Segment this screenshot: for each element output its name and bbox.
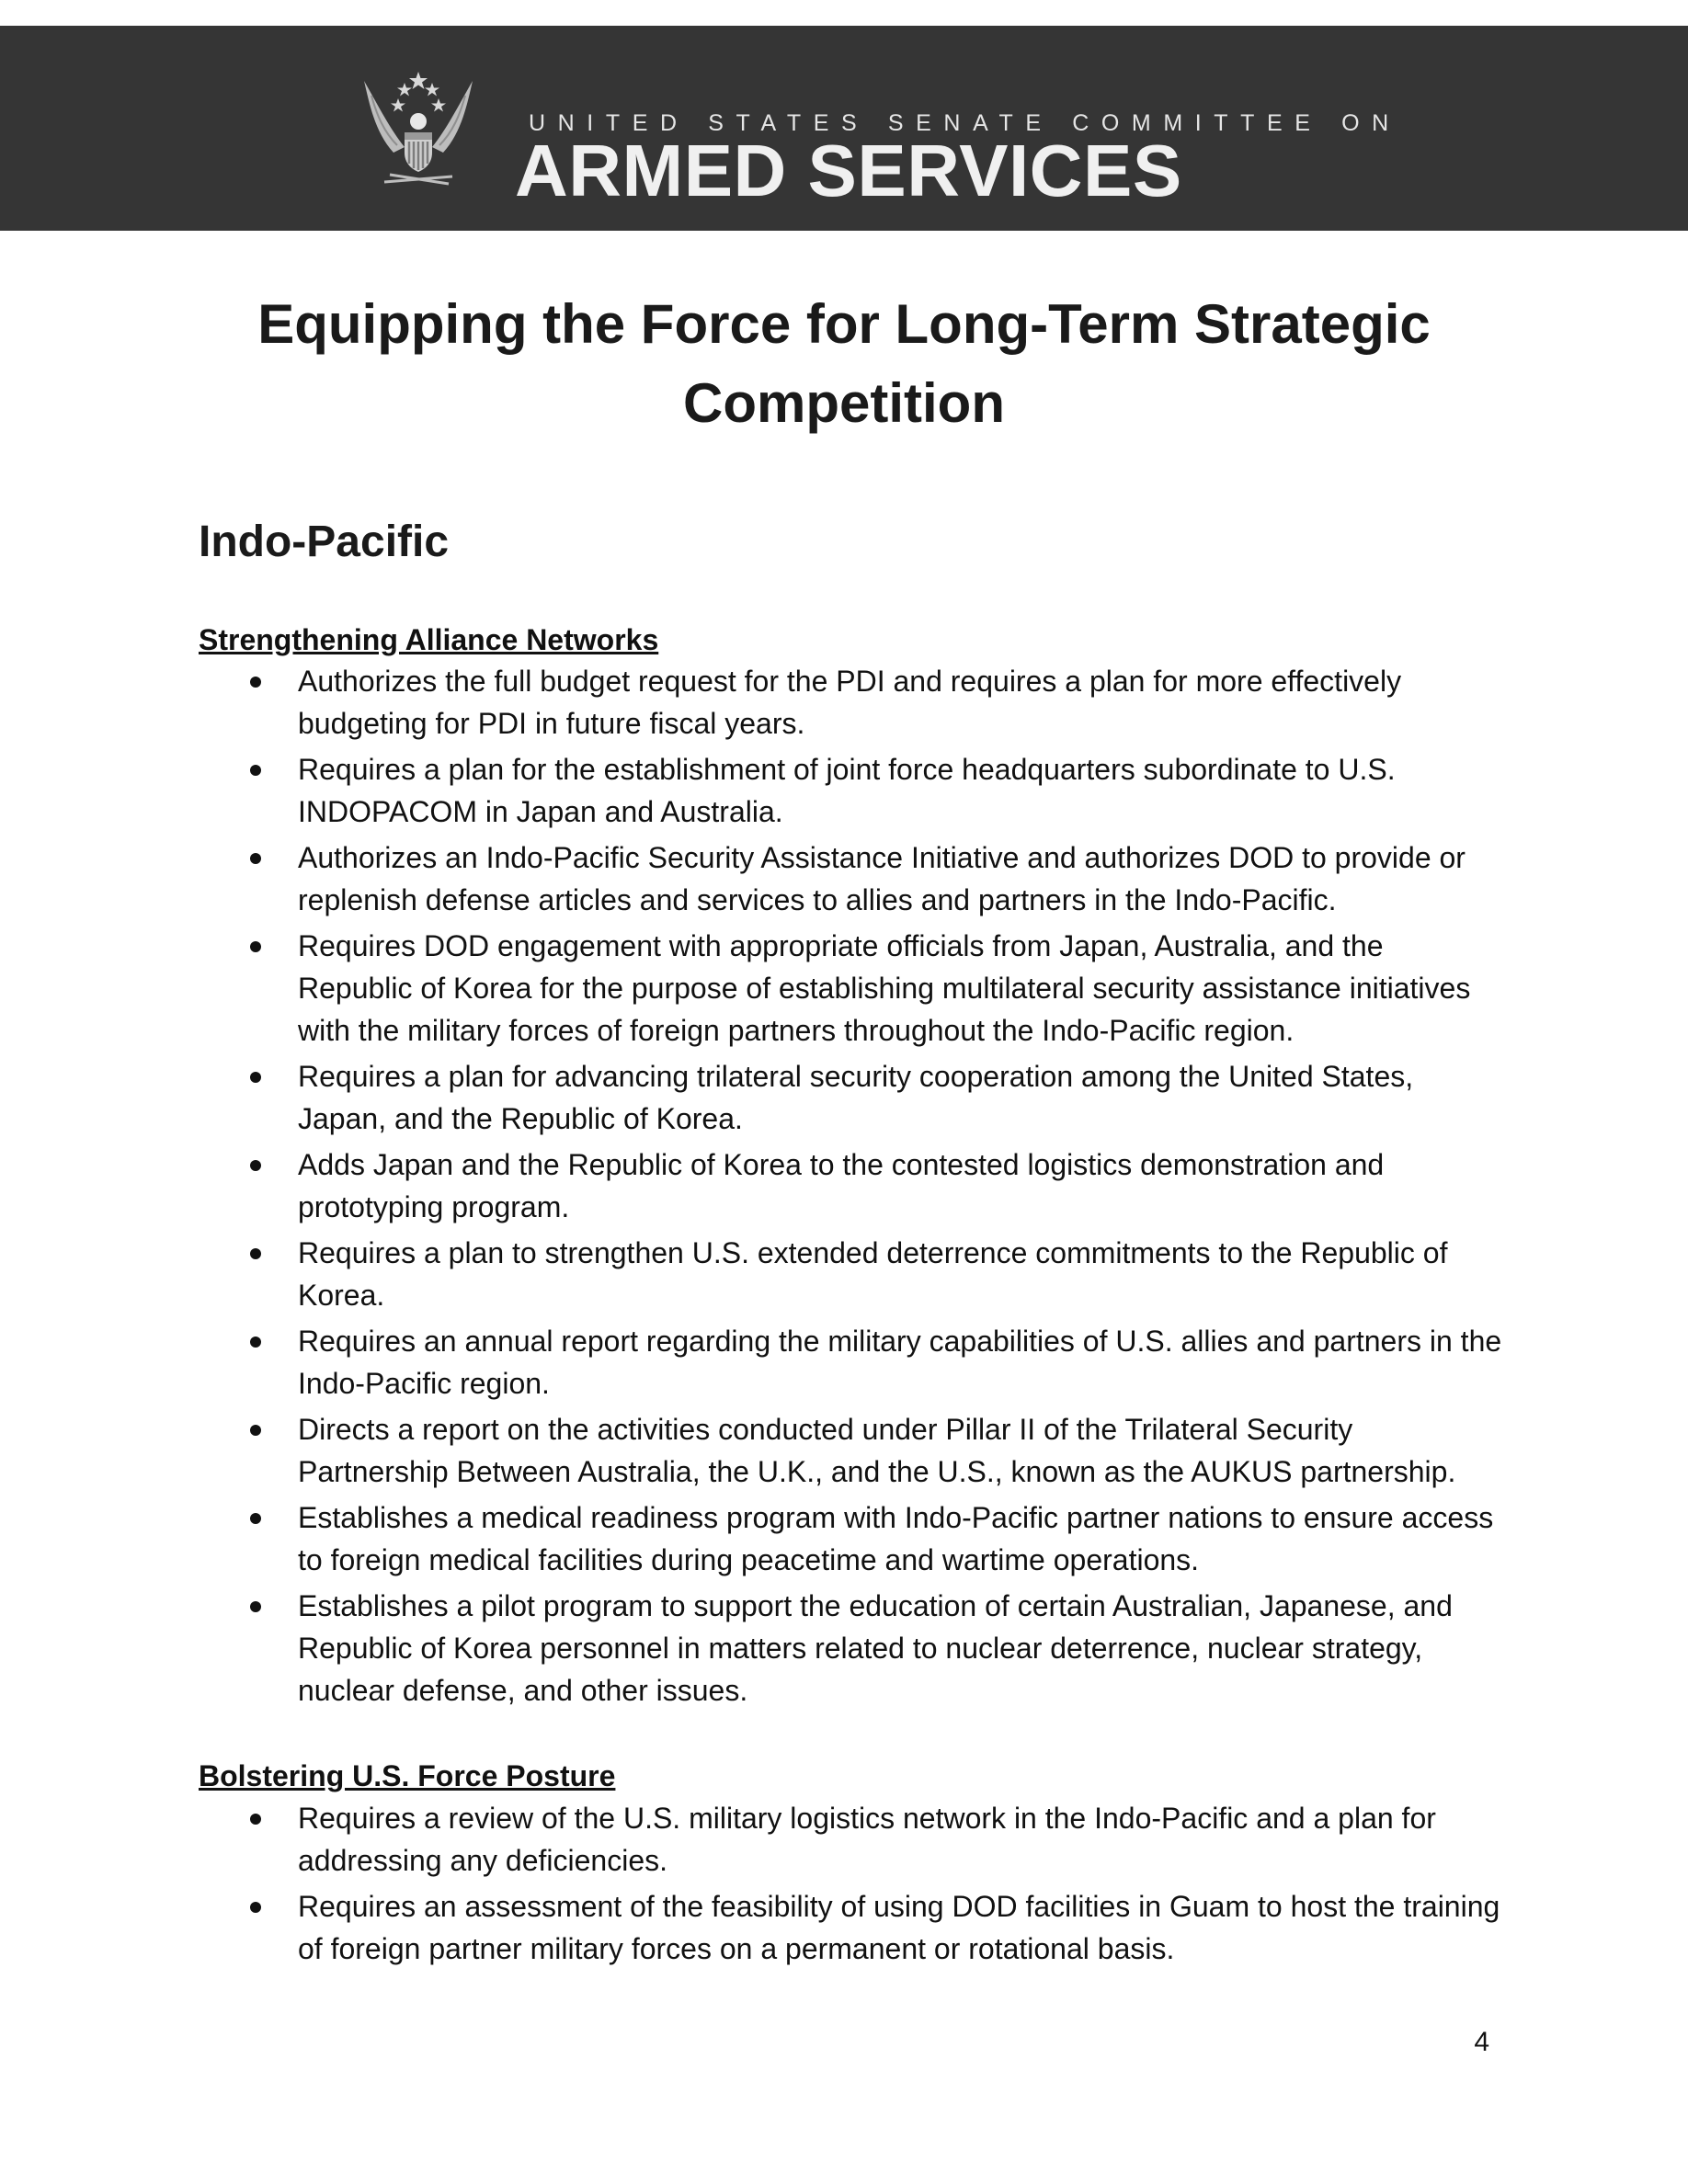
eagle-shield-seal-icon xyxy=(357,68,480,191)
list-item: Adds Japan and the Republic of Korea to the contested logistics demonstration and prototyping program. xyxy=(199,1143,1504,1228)
list-item: Authorizes the full budget request for the PDI and requires a plan for more effectively budgeting for PDI in future fiscal years. xyxy=(199,660,1504,745)
bullet-list-force-posture xyxy=(199,1797,1504,1974)
subheading-bolstering-force-posture: Bolstering U.S. Force Posture xyxy=(199,1759,616,1792)
list-item: Requires a plan for advancing trilateral security cooperation among the United States, Japan, and the Republic of Korea. xyxy=(199,1055,1504,1140)
document-title-line-2: Competition xyxy=(683,372,1005,434)
section-heading-indo-pacific: Indo-Pacific xyxy=(199,518,450,566)
list-item: Requires a plan to strengthen U.S. extended deterrence commitments to the Republic of Korea. xyxy=(199,1232,1504,1316)
committee-name: ARMED SERVICES xyxy=(515,130,1182,211)
document-title-line-1: Equipping the Force for Long-Term Strategic xyxy=(257,293,1431,355)
list-item: Directs a report on the activities conducted under Pillar II of the Trilateral Security Partnership Between Australia, the U.K., and the U.S., known as the AUKUS partnership. xyxy=(199,1408,1504,1493)
subheading-strengthening-alliance-networks: Strengthening Alliance Networks xyxy=(199,623,659,656)
list-item: Requires a review of the U.S. military logistics network in the Indo-Pacific and a plan for addressing any deficiencies. xyxy=(199,1797,1504,1882)
document-title xyxy=(0,285,1688,443)
committee-kicker: UNITED STATES SENATE COMMITTEE ON xyxy=(529,110,1401,136)
list-item: Authorizes an Indo-Pacific Security Assistance Initiative and authorizes DOD to provide or replenish defense articles and services to allies and partners in the Indo-Pacific. xyxy=(199,836,1504,921)
list-item: Requires an annual report regarding the military capabilities of U.S. allies and partners in the Indo-Pacific region. xyxy=(199,1320,1504,1405)
bullet-list-alliance-networks xyxy=(199,660,1504,1715)
page-number: 4 xyxy=(1474,2027,1489,2057)
list-item: Requires DOD engagement with appropriate officials from Japan, Australia, and the Republic of Korea for the purpose of establishing multilateral security assistance initiatives with the military forces of foreign partners throughout the Indo-Pacific region. xyxy=(199,925,1504,1052)
committee-banner xyxy=(0,26,1688,231)
list-item: Requires an assessment of the feasibility of using DOD facilities in Guam to host the training of foreign partner military forces on a permanent or rotational basis. xyxy=(199,1885,1504,1970)
list-item: Requires a plan for the establishment of joint force headquarters subordinate to U.S. INDOPACOM in Japan and Australia. xyxy=(199,748,1504,833)
list-item: Establishes a pilot program to support the education of certain Australian, Japanese, and Republic of Korea personnel in matters related to nuclear deterrence, nuclear strategy, nuclear defense, and other issues. xyxy=(199,1585,1504,1712)
list-item: Establishes a medical readiness program with Indo-Pacific partner nations to ensure access to foreign medical facilities during peacetime and wartime operations. xyxy=(199,1496,1504,1581)
